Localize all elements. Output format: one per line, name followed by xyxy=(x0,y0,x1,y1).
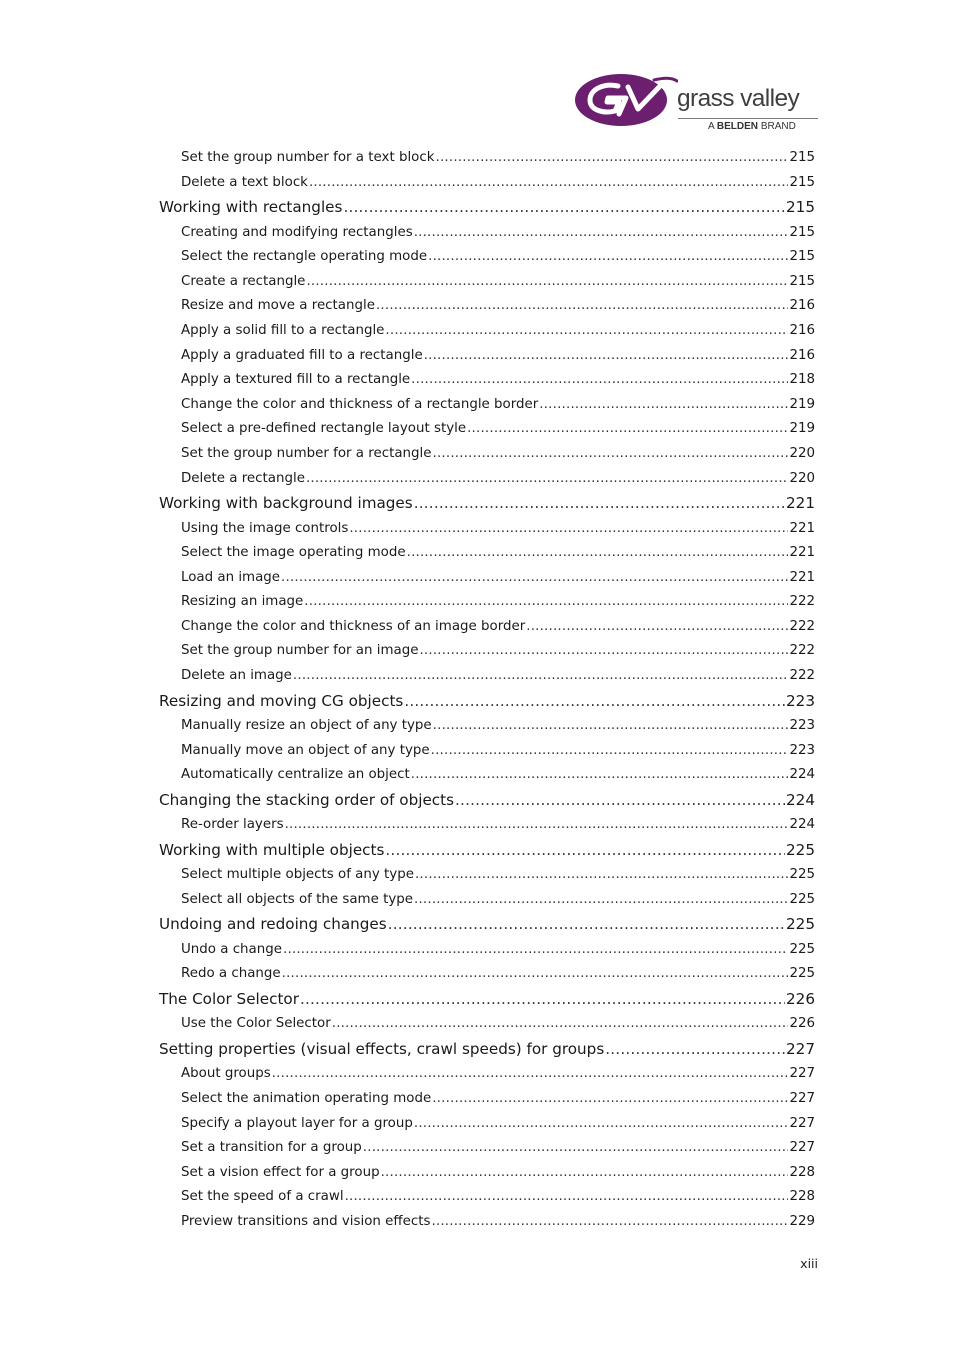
grass-valley-logo xyxy=(574,72,820,134)
toc-entry-title: Select the image operating mode xyxy=(181,541,406,566)
toc-dot-leader xyxy=(349,517,788,542)
toc-entry-title: Set the speed of a crawl xyxy=(181,1185,344,1210)
toc-subsection-entry[interactable] xyxy=(158,763,815,788)
toc-subsection-entry[interactable] xyxy=(158,714,815,739)
toc-dot-leader xyxy=(282,962,789,987)
toc-entry-title: Resizing an image xyxy=(181,590,303,615)
toc-subsection-entry[interactable] xyxy=(158,615,815,640)
toc-entry-title: Working with multiple objects xyxy=(159,838,384,863)
toc-dot-leader xyxy=(309,171,789,196)
toc-section-entry[interactable] xyxy=(158,987,815,1012)
toc-entry-title: Specify a playout layer for a group xyxy=(181,1112,413,1137)
toc-entry-title: Working with background images xyxy=(159,491,413,516)
toc-dot-leader xyxy=(419,639,788,664)
toc-dot-leader xyxy=(300,987,785,1012)
toc-entry-page: 222 xyxy=(789,590,815,615)
toc-entry-page: 215 xyxy=(789,221,815,246)
toc-entry-title: Setting properties (visual effects, crawl speeds) for groups xyxy=(159,1037,604,1062)
toc-section-entry[interactable] xyxy=(158,1037,815,1062)
toc-dot-leader xyxy=(431,739,789,764)
toc-entry-title: Working with rectangles xyxy=(159,195,342,220)
toc-entry-page: 216 xyxy=(789,319,815,344)
toc-subsection-entry[interactable] xyxy=(158,739,815,764)
toc-entry-title: Redo a change xyxy=(181,962,281,987)
toc-subsection-entry[interactable] xyxy=(158,393,815,418)
toc-entry-title: Using the image controls xyxy=(181,517,348,542)
toc-dot-leader xyxy=(411,368,788,393)
toc-entry-title: Set the group number for a rectangle xyxy=(181,442,432,467)
toc-subsection-entry[interactable] xyxy=(158,1136,815,1161)
toc-subsection-entry[interactable] xyxy=(158,1062,815,1087)
toc-dot-leader xyxy=(332,1012,789,1037)
toc-subsection-entry[interactable] xyxy=(158,270,815,295)
toc-entry-page: 225 xyxy=(789,938,815,963)
toc-entry-title: About groups xyxy=(181,1062,271,1087)
toc-entry-page: 216 xyxy=(789,294,815,319)
toc-entry-page: 223 xyxy=(789,739,815,764)
toc-entry-page: 221 xyxy=(786,491,815,516)
toc-dot-leader xyxy=(431,1210,788,1235)
toc-dot-leader xyxy=(285,813,789,838)
toc-subsection-entry[interactable] xyxy=(158,344,815,369)
toc-entry-title: Undoing and redoing changes xyxy=(159,912,387,937)
toc-dot-leader xyxy=(306,467,789,492)
toc-entry-title: Apply a graduated fill to a rectangle xyxy=(181,344,423,369)
toc-section-entry[interactable] xyxy=(158,491,815,516)
toc-entry-title: Delete an image xyxy=(181,664,292,689)
toc-dot-leader xyxy=(283,938,788,963)
toc-subsection-entry[interactable] xyxy=(158,467,815,492)
toc-entry-title: Use the Color Selector xyxy=(181,1012,331,1037)
toc-subsection-entry[interactable] xyxy=(158,442,815,467)
toc-dot-leader xyxy=(404,689,785,714)
toc-dot-leader xyxy=(467,417,788,442)
toc-subsection-entry[interactable] xyxy=(158,294,815,319)
logo-brand-prefix: A xyxy=(708,121,715,132)
toc-subsection-entry[interactable] xyxy=(158,1161,815,1186)
logo-brand-name: BELDEN xyxy=(716,121,759,132)
toc-subsection-entry[interactable] xyxy=(158,1185,815,1210)
toc-subsection-entry[interactable] xyxy=(158,221,815,246)
toc-entry-page: 215 xyxy=(789,270,815,295)
toc-entry-page: 229 xyxy=(789,1210,815,1235)
toc-dot-leader xyxy=(415,863,788,888)
toc-entry-title: Select multiple objects of any type xyxy=(181,863,414,888)
toc-entry-title: Creating and modifying rectangles xyxy=(181,221,413,246)
toc-subsection-entry[interactable] xyxy=(158,541,815,566)
toc-entry-page: 216 xyxy=(789,344,815,369)
logo-rule xyxy=(678,118,818,119)
toc-entry-title: Delete a rectangle xyxy=(181,467,305,492)
logo-wordmark: grass valley xyxy=(677,85,800,112)
toc-entry-title: Set a vision effect for a group xyxy=(181,1161,380,1186)
toc-entry-page: 215 xyxy=(789,146,815,171)
toc-dot-leader xyxy=(376,294,788,319)
toc-entry-page: 224 xyxy=(789,763,815,788)
toc-entry-title: Apply a solid fill to a rectangle xyxy=(181,319,384,344)
toc-subsection-entry[interactable] xyxy=(158,938,815,963)
toc-entry-page: 215 xyxy=(786,195,815,220)
toc-entry-page: 223 xyxy=(789,714,815,739)
toc-entry-title: The Color Selector xyxy=(159,987,299,1012)
toc-subsection-entry[interactable] xyxy=(158,368,815,393)
toc-entry-page: 227 xyxy=(789,1062,815,1087)
toc-dot-leader xyxy=(605,1037,785,1062)
toc-entry-page: 225 xyxy=(786,838,815,863)
toc-dot-leader xyxy=(388,912,785,937)
page-number: xiii xyxy=(800,1256,818,1271)
toc-dot-leader xyxy=(414,491,785,516)
toc-entry-title: Re-order layers xyxy=(181,813,284,838)
toc-subsection-entry[interactable] xyxy=(158,590,815,615)
toc-dot-leader xyxy=(436,146,789,171)
toc-entry-title: Changing the stacking order of objects xyxy=(159,788,454,813)
toc-subsection-entry[interactable] xyxy=(158,813,815,838)
toc-entry-page: 222 xyxy=(789,664,815,689)
toc-entry-page: 220 xyxy=(789,442,815,467)
toc-entry-page: 225 xyxy=(789,888,815,913)
logo-brand-line xyxy=(708,121,796,132)
table-of-contents xyxy=(158,146,815,1235)
toc-entry-page: 221 xyxy=(789,566,815,591)
toc-subsection-entry[interactable] xyxy=(158,566,815,591)
toc-subsection-entry[interactable] xyxy=(158,1012,815,1037)
toc-subsection-entry[interactable] xyxy=(158,888,815,913)
toc-dot-leader xyxy=(272,1062,789,1087)
toc-entry-page: 224 xyxy=(786,788,815,813)
toc-entry-title: Select all objects of the same type xyxy=(181,888,413,913)
toc-entry-page: 222 xyxy=(789,615,815,640)
toc-dot-leader xyxy=(385,838,785,863)
toc-dot-leader xyxy=(455,788,785,813)
toc-dot-leader xyxy=(424,344,789,369)
toc-entry-title: Resizing and moving CG objects xyxy=(159,689,403,714)
toc-section-entry[interactable] xyxy=(158,912,815,937)
toc-entry-page: 227 xyxy=(789,1136,815,1161)
toc-entry-title: Select the animation operating mode xyxy=(181,1087,431,1112)
toc-dot-leader xyxy=(433,714,789,739)
toc-entry-title: Delete a text block xyxy=(181,171,308,196)
toc-subsection-entry[interactable] xyxy=(158,319,815,344)
toc-subsection-entry[interactable] xyxy=(158,962,815,987)
toc-dot-leader xyxy=(526,615,788,640)
toc-entry-page: 222 xyxy=(789,639,815,664)
toc-entry-page: 226 xyxy=(786,987,815,1012)
toc-entry-title: Select the rectangle operating mode xyxy=(181,245,427,270)
toc-entry-page: 221 xyxy=(789,541,815,566)
toc-dot-leader xyxy=(385,319,788,344)
toc-entry-title: Set the group number for an image xyxy=(181,639,418,664)
toc-dot-leader xyxy=(428,245,788,270)
toc-entry-title: Select a pre-defined rectangle layout style xyxy=(181,417,466,442)
toc-entry-page: 218 xyxy=(789,368,815,393)
toc-entry-page: 228 xyxy=(789,1185,815,1210)
toc-entry-title: Load an image xyxy=(181,566,280,591)
toc-entry-page: 219 xyxy=(789,417,815,442)
toc-entry-page: 224 xyxy=(789,813,815,838)
gv-logo-icon xyxy=(574,72,678,128)
toc-subsection-entry[interactable] xyxy=(158,664,815,689)
toc-section-entry[interactable] xyxy=(158,689,815,714)
toc-entry-page: 226 xyxy=(789,1012,815,1037)
toc-entry-title: Preview transitions and vision effects xyxy=(181,1210,430,1235)
toc-subsection-entry[interactable] xyxy=(158,1087,815,1112)
toc-entry-title: Set the group number for a text block xyxy=(181,146,435,171)
toc-dot-leader xyxy=(432,1087,788,1112)
toc-entry-title: Undo a change xyxy=(181,938,282,963)
toc-section-entry[interactable] xyxy=(158,838,815,863)
toc-dot-leader xyxy=(414,1112,789,1137)
toc-entry-title: Create a rectangle xyxy=(181,270,305,295)
toc-entry-page: 225 xyxy=(786,912,815,937)
toc-entry-page: 220 xyxy=(789,467,815,492)
toc-entry-page: 225 xyxy=(789,962,815,987)
logo-brand-suffix: BRAND xyxy=(760,121,796,132)
toc-entry-page: 227 xyxy=(789,1112,815,1137)
toc-dot-leader xyxy=(414,221,789,246)
toc-dot-leader xyxy=(293,664,789,689)
toc-dot-leader xyxy=(345,1185,789,1210)
toc-entry-page: 228 xyxy=(789,1161,815,1186)
toc-subsection-entry[interactable] xyxy=(158,517,815,542)
toc-entry-title: Change the color and thickness of a rectangle border xyxy=(181,393,538,418)
toc-dot-leader xyxy=(411,763,789,788)
toc-entry-page: 221 xyxy=(789,517,815,542)
toc-entry-title: Change the color and thickness of an image border xyxy=(181,615,525,640)
toc-entry-page: 215 xyxy=(789,245,815,270)
toc-dot-leader xyxy=(363,1136,789,1161)
toc-subsection-entry[interactable] xyxy=(158,1210,815,1235)
toc-entry-page: 223 xyxy=(786,689,815,714)
toc-dot-leader xyxy=(281,566,788,591)
toc-dot-leader xyxy=(306,270,788,295)
toc-subsection-entry[interactable] xyxy=(158,863,815,888)
toc-entry-title: Set a transition for a group xyxy=(181,1136,362,1161)
toc-dot-leader xyxy=(343,195,785,220)
toc-dot-leader xyxy=(414,888,788,913)
toc-subsection-entry[interactable] xyxy=(158,146,815,171)
toc-subsection-entry[interactable] xyxy=(158,639,815,664)
toc-subsection-entry[interactable] xyxy=(158,1112,815,1137)
toc-entry-title: Apply a textured fill to a rectangle xyxy=(181,368,410,393)
toc-dot-leader xyxy=(304,590,788,615)
toc-section-entry[interactable] xyxy=(158,195,815,220)
toc-dot-leader xyxy=(433,442,789,467)
toc-subsection-entry[interactable] xyxy=(158,245,815,270)
toc-dot-leader xyxy=(381,1161,789,1186)
toc-entry-page: 227 xyxy=(786,1037,815,1062)
toc-subsection-entry[interactable] xyxy=(158,171,815,196)
toc-entry-page: 225 xyxy=(789,863,815,888)
toc-section-entry[interactable] xyxy=(158,788,815,813)
toc-entry-page: 219 xyxy=(789,393,815,418)
toc-dot-leader xyxy=(407,541,789,566)
toc-entry-title: Automatically centralize an object xyxy=(181,763,410,788)
toc-entry-title: Manually resize an object of any type xyxy=(181,714,432,739)
toc-entry-page: 227 xyxy=(789,1087,815,1112)
toc-entry-title: Resize and move a rectangle xyxy=(181,294,375,319)
toc-subsection-entry[interactable] xyxy=(158,417,815,442)
toc-entry-page: 215 xyxy=(789,171,815,196)
toc-dot-leader xyxy=(539,393,788,418)
toc-entry-title: Manually move an object of any type xyxy=(181,739,430,764)
